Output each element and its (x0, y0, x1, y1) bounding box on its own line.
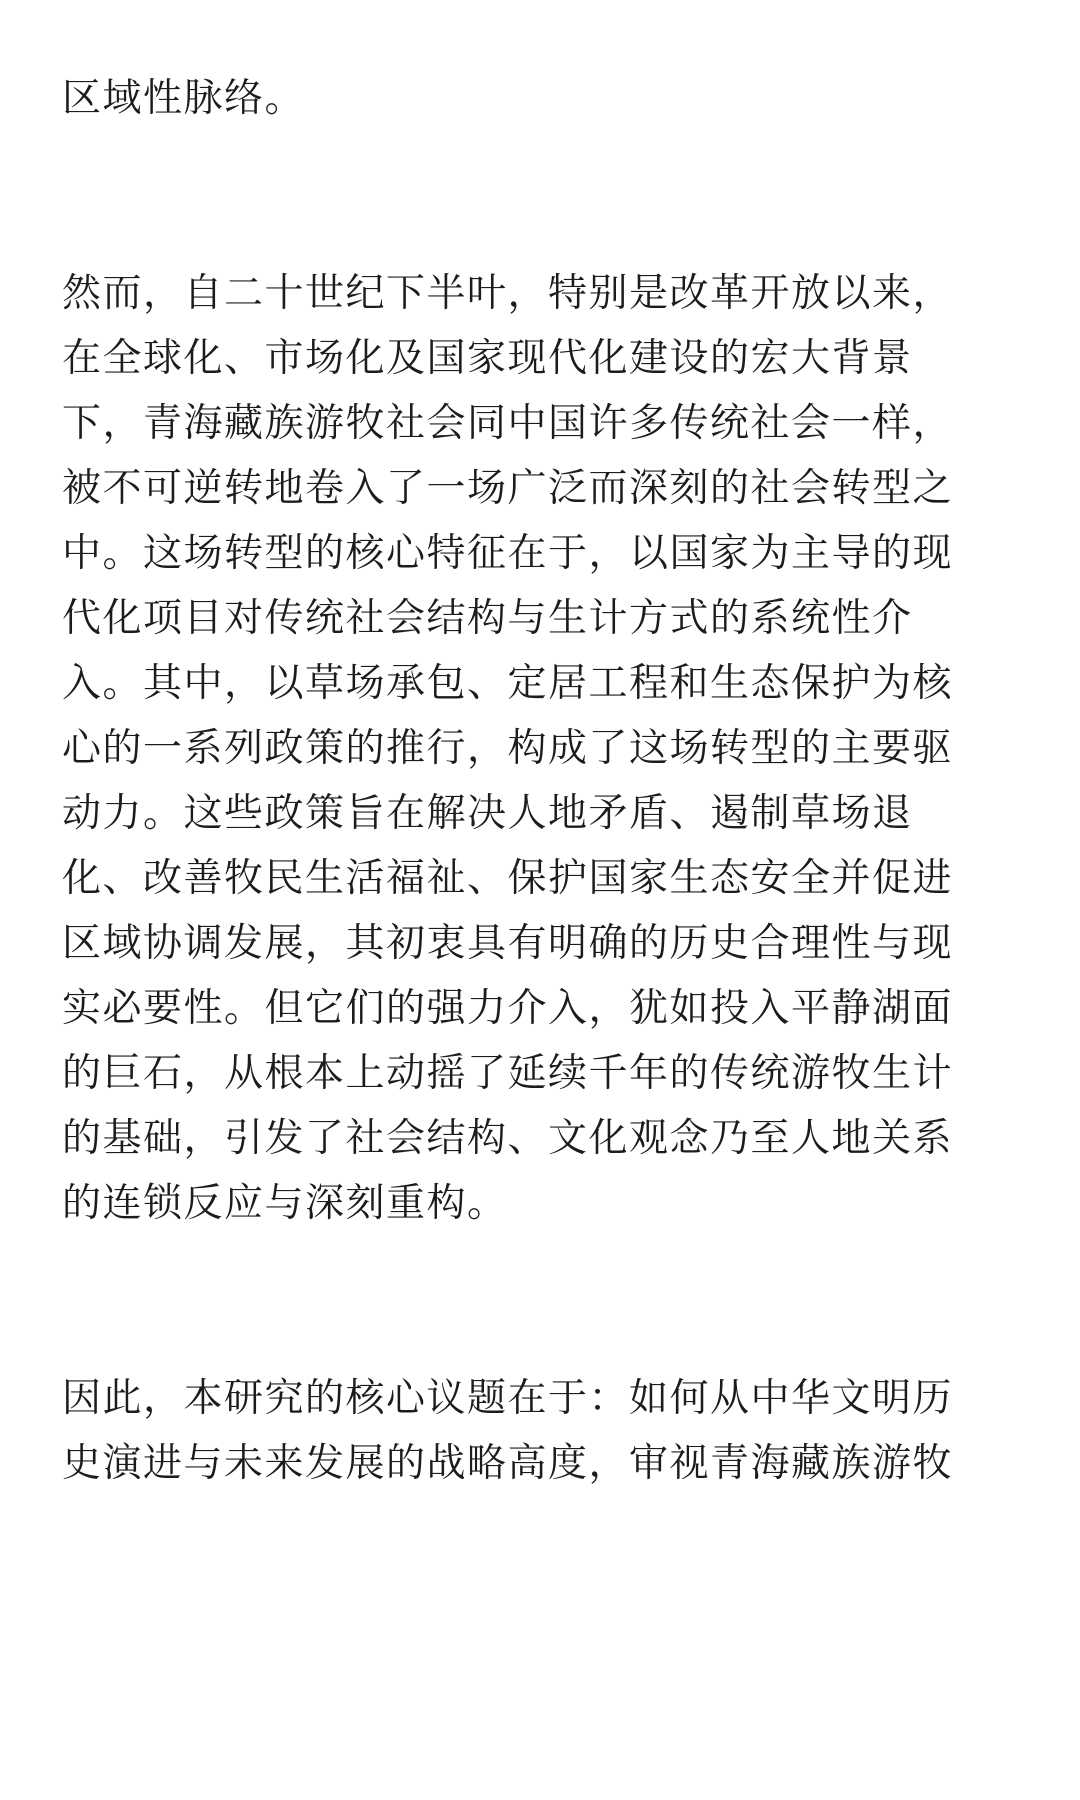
text-line: 化、改善牧民生活福祉、保护国家生态安全并促进 (62, 856, 954, 901)
text-line: 区域性脉络。 (62, 76, 306, 121)
text-line: 中。这场转型的核心特征在于，以国家为主导的现 (62, 531, 954, 576)
text-line: 入。其中，以草场承包、定居工程和生态保护为核 (62, 661, 954, 706)
text-line: 然而，自二十世纪下半叶，特别是改革开放以来， (62, 271, 954, 316)
text-line: 因此，本研究的核心议题在于：如何从中华文明历 (62, 1376, 954, 1421)
text-line: 下，青海藏族游牧社会同中国许多传统社会一样， (62, 401, 954, 446)
text-line: 代化项目对传统社会结构与生计方式的系统性介 (62, 596, 913, 641)
text-line: 被不可逆转地卷入了一场广泛而深刻的社会转型之 (62, 466, 954, 511)
text-line: 史演进与未来发展的战略高度，审视青海藏族游牧 (62, 1441, 954, 1486)
text-line: 的连锁反应与深刻重构。 (62, 1181, 508, 1226)
text-line: 在全球化、市场化及国家现代化建设的宏大背景 (62, 336, 913, 381)
text-line: 区域协调发展，其初衷具有明确的历史合理性与现 (62, 921, 954, 966)
text-line: 实必要性。但它们的强力介入，犹如投入平静湖面 (62, 986, 954, 1031)
text-line: 的基础，引发了社会结构、文化观念乃至人地关系 (62, 1116, 954, 1161)
text-line: 动力。这些政策旨在解决人地矛盾、遏制草场退 (62, 791, 913, 836)
text-line: 的巨石，从根本上动摇了延续千年的传统游牧生计 (62, 1051, 954, 1096)
text-line: 心的一系列政策的推行，构成了这场转型的主要驱 (62, 726, 954, 771)
